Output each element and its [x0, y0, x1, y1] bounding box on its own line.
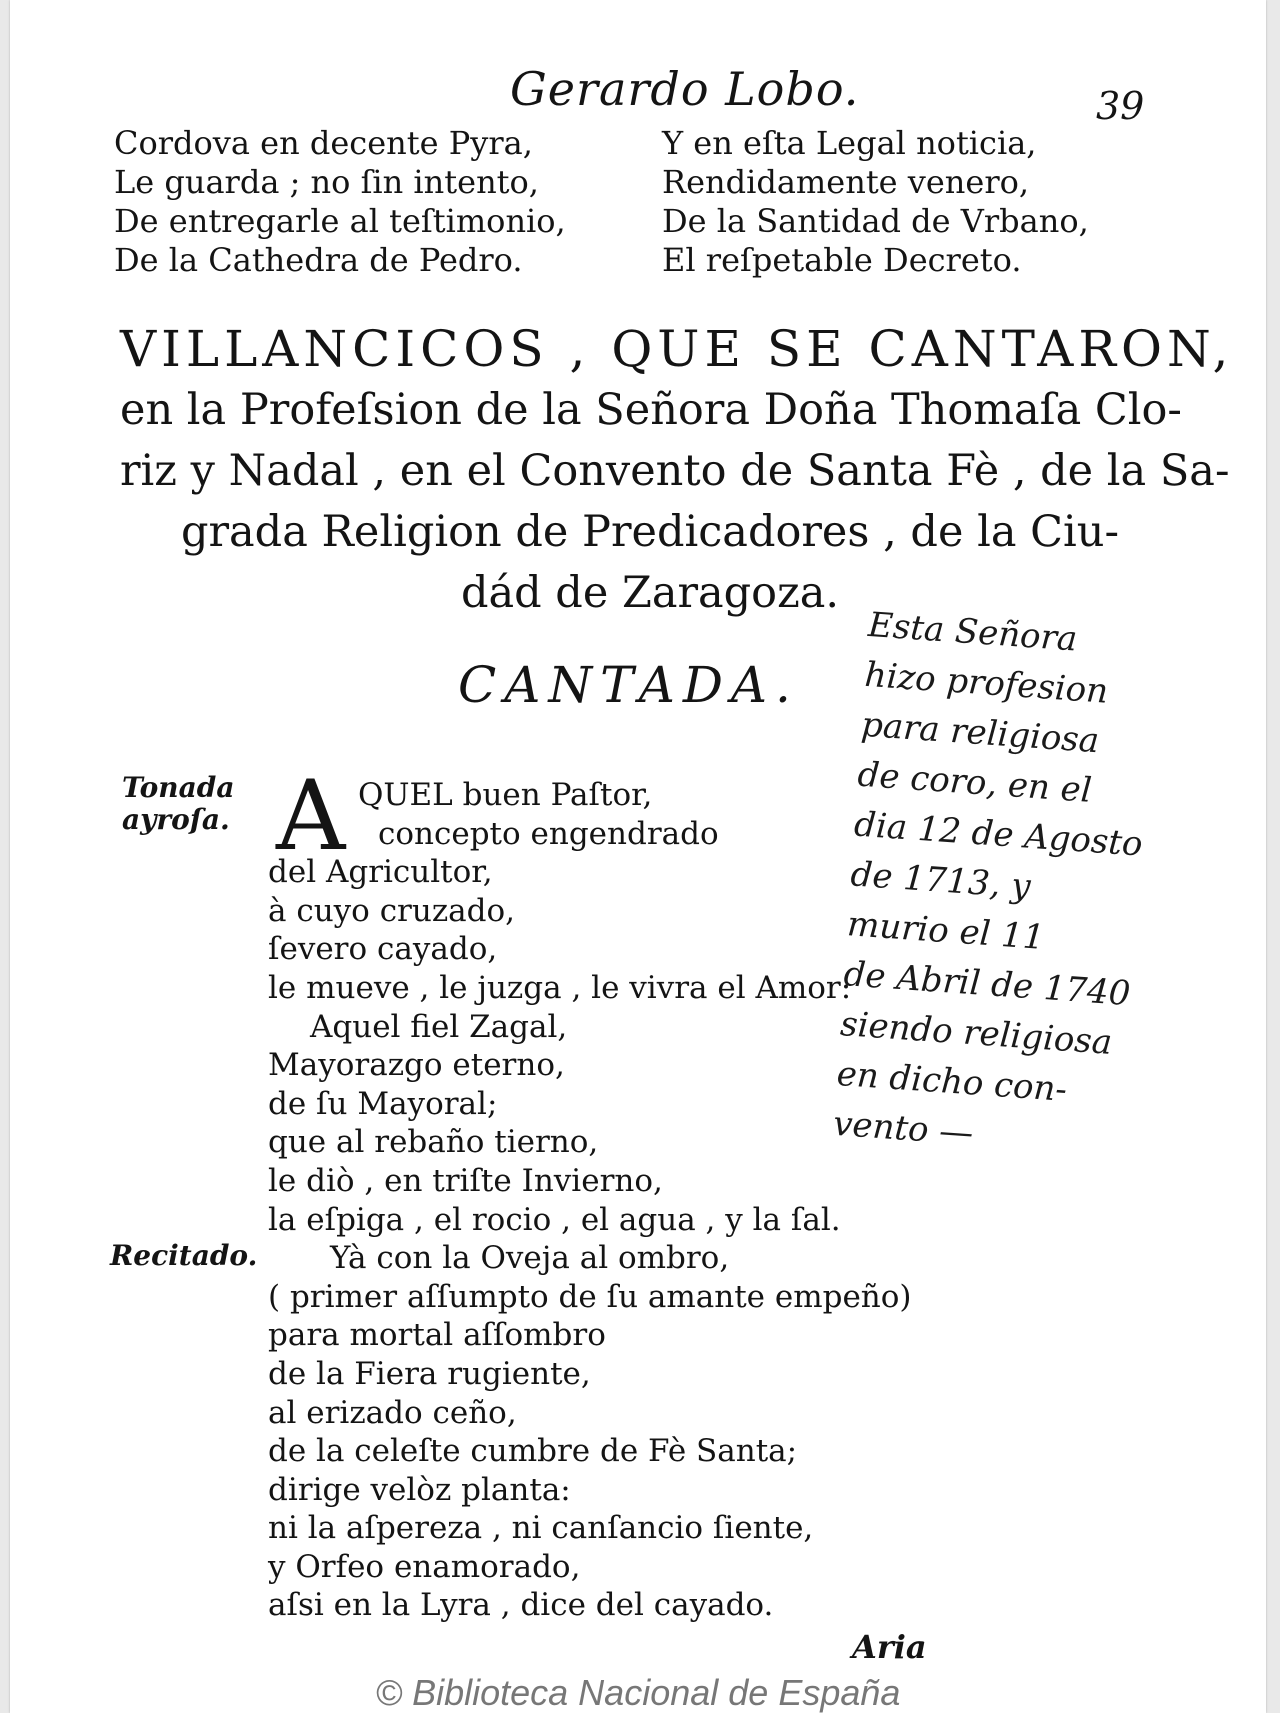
- heading-line: riz y Nadal , en el Convento de Santa Fè , de la Sa-: [120, 446, 1230, 496]
- poem-line: QUEL buen Paſtor,: [358, 777, 653, 813]
- poem-line: aſsi en la Lyra , dice del cayado.: [268, 1587, 774, 1624]
- poem-line: de ſu Mayoral;: [268, 1085, 498, 1122]
- poem-line: dirige velòz planta:: [268, 1471, 571, 1508]
- verse-line: De la Santidad de Vrbano,: [662, 202, 1089, 240]
- verse-line: Rendidamente venero,: [662, 163, 1030, 201]
- verse-column-right: [662, 124, 1089, 280]
- heading-line: VILLANCICOS , QUE SE CANTARON,: [120, 320, 1234, 378]
- poem-line: y Orfeo enamorado,: [268, 1548, 581, 1585]
- verse-line: El reſpetable Decreto.: [662, 241, 1022, 279]
- poem-line: para mortal aſſombro: [268, 1317, 606, 1354]
- drop-cap: A: [276, 760, 346, 872]
- catchword: Aria: [852, 1628, 927, 1666]
- poem-body: [268, 776, 912, 1625]
- heading-line: grada Religion de Predicadores , de la Ciu-: [180, 507, 1120, 557]
- page-number: 39: [1096, 84, 1145, 128]
- poem-line: concepto engendrado: [378, 815, 719, 852]
- handwritten-line: de 1713, y: [849, 854, 1032, 907]
- handwritten-line: murio el 11: [845, 904, 1046, 958]
- section-heading: [120, 318, 1234, 624]
- poem-line: Aquel fiel Zagal,: [310, 1008, 568, 1045]
- heading-line: en la Profeſsion de la Señora Doña Thomaſa Clo-: [120, 385, 1182, 435]
- handwritten-line: para religiosa: [859, 704, 1101, 762]
- handwritten-note: [832, 600, 1229, 1174]
- poem-line: del Agricultor,: [268, 854, 493, 891]
- handwritten-line: vento —: [831, 1103, 975, 1154]
- verse-line: Le guarda ; no ſin intento,: [114, 163, 539, 201]
- handwritten-line: hizo profesion: [863, 654, 1110, 712]
- margin-note-tonada: [122, 772, 235, 836]
- verse-line: Y en eſta Legal noticia,: [662, 124, 1037, 162]
- margin-note-recitado: Recitado.: [110, 1239, 258, 1272]
- poem-line: ni la aſpereza , ni canſancio ſiente,: [268, 1510, 814, 1547]
- handwritten-line: Esta Señora: [866, 604, 1079, 660]
- poem-line: ſevero cayado,: [268, 931, 498, 968]
- poem-line: à cuyo cruzado,: [268, 892, 516, 929]
- handwritten-line: de coro, en el: [856, 754, 1093, 811]
- handwritten-line: en dicho con-: [835, 1053, 1069, 1110]
- poem-line: la eſpiga , el rocio , el agua , y la ſal.: [268, 1201, 841, 1238]
- poem-line: que al rebaño tierno,: [268, 1124, 599, 1161]
- poem-line: al erizado ceño,: [268, 1394, 517, 1431]
- handwritten-line: dia 12 de Agosto: [852, 804, 1144, 865]
- poem-line: le mueve , le juzga , le vivra el Amor:: [268, 969, 852, 1006]
- running-title: Gerardo Lobo.: [510, 62, 860, 116]
- handwritten-line: de Abril de 1740: [842, 954, 1132, 1015]
- poem-line: de la celeſte cumbre de Fè Santa;: [268, 1433, 798, 1470]
- poem-line: ( primer aſſumpto de ſu amante empeño): [268, 1278, 912, 1315]
- copyright-notice: © Biblioteca Nacional de España: [375, 1672, 901, 1713]
- verse-line: Cordova en decente Pyra,: [114, 124, 533, 162]
- poem-line: Mayorazgo eterno,: [268, 1047, 565, 1084]
- poem-line: Yà con la Oveja al ombro,: [330, 1240, 730, 1277]
- margin-note-line: Tonada: [122, 771, 235, 804]
- margin-note-line: ayroſa.: [122, 803, 230, 836]
- document-page: [10, 0, 1266, 1713]
- poem-line: le diò , en triſte Invierno,: [268, 1162, 663, 1199]
- verse-column-left: [114, 124, 566, 280]
- poem-line: de la Fiera rugiente,: [268, 1355, 591, 1392]
- handwritten-line: siendo religiosa: [838, 1004, 1114, 1063]
- heading-line: dád de Zaragoza.: [460, 568, 840, 618]
- verse-line: De la Cathedra de Pedro.: [114, 241, 523, 279]
- verse-line: De entregarle al teſtimonio,: [114, 202, 566, 240]
- section-title: CANTADA.: [458, 656, 799, 714]
